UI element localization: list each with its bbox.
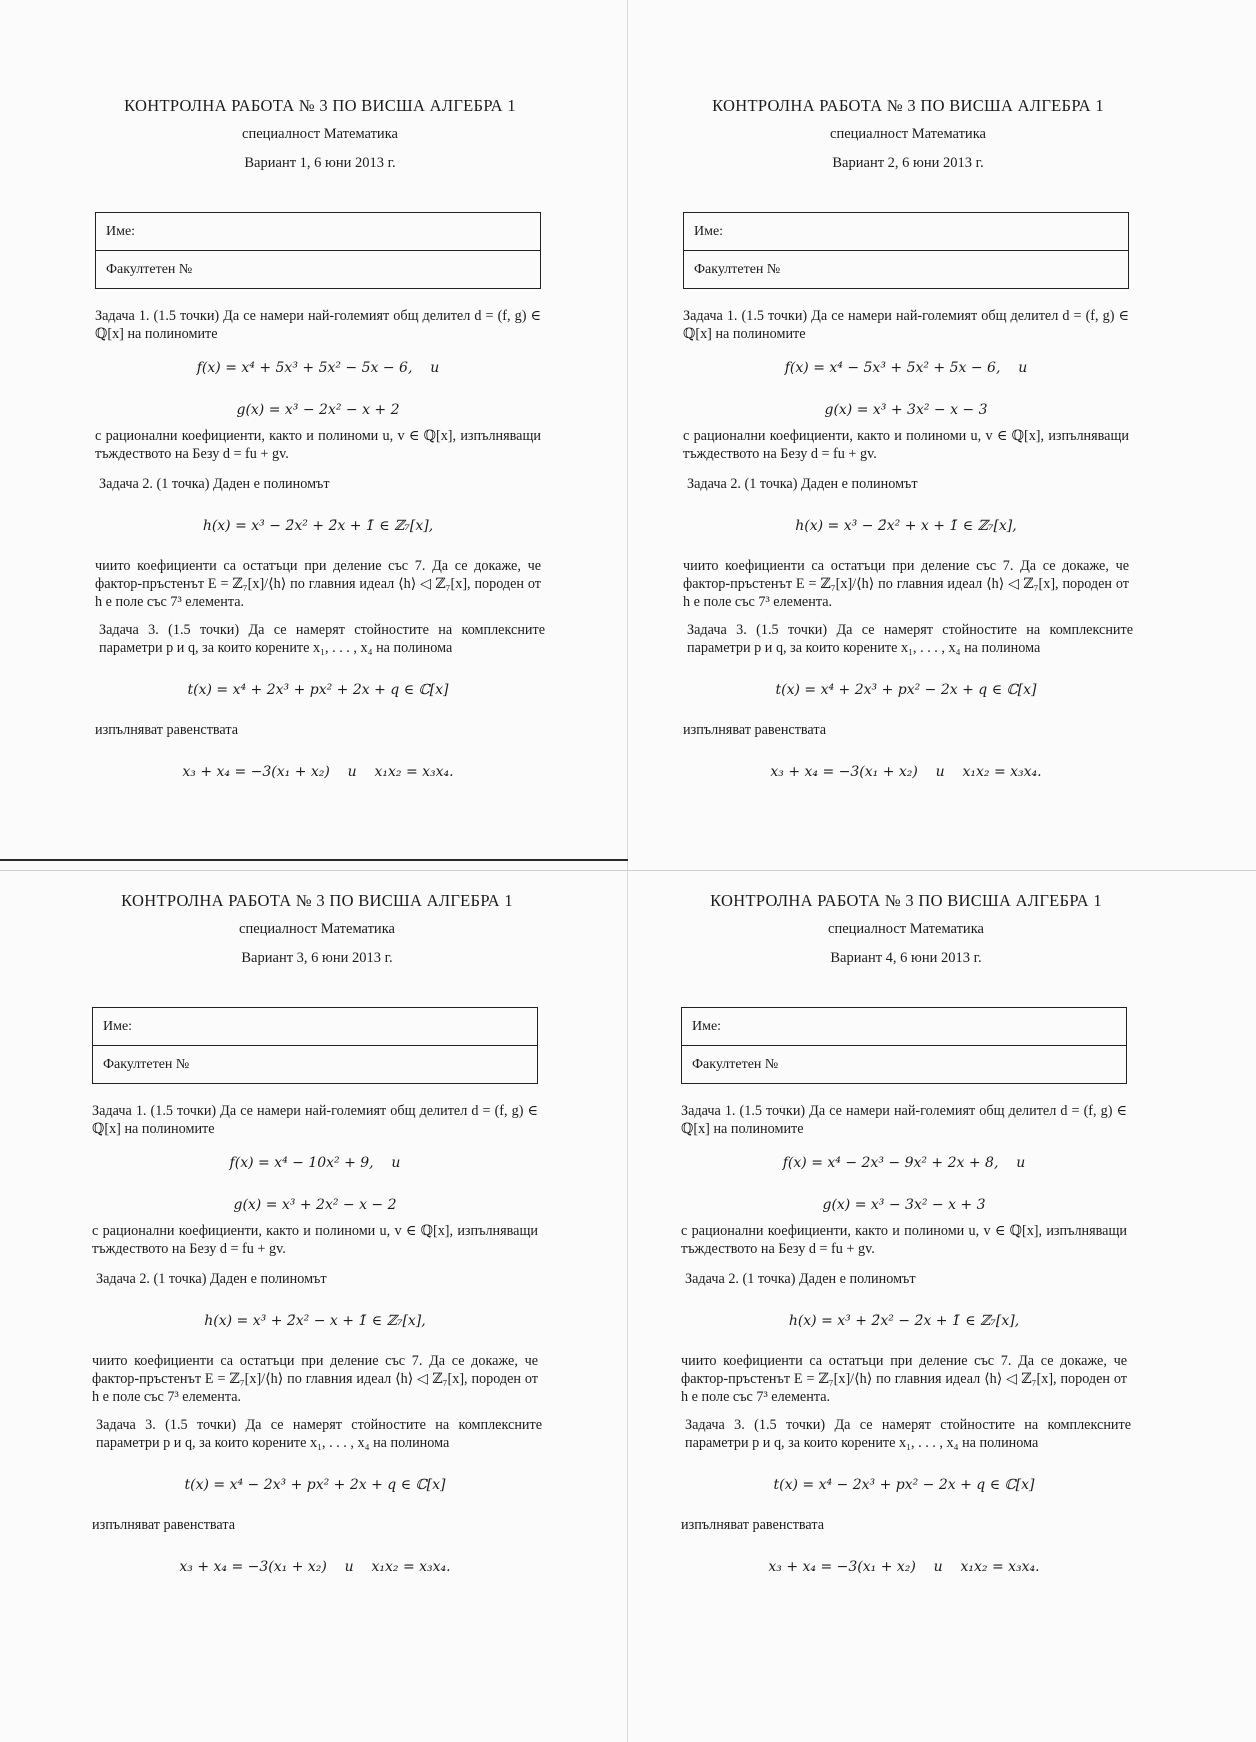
problem-2-h-formula: h(x) = x³ + 2̄x² − x + 1̄ ∈ ℤ₇[x], bbox=[204, 1313, 426, 1329]
problem-3-t-formula: t(x) = x⁴ − 2x³ + px² − 2x + q ∈ ℂ[x] bbox=[773, 1477, 1035, 1493]
problem-3-t-formula: t(x) = x⁴ + 2x³ + px² − 2x + q ∈ ℂ[x] bbox=[775, 682, 1037, 698]
exam-content bbox=[683, 96, 1133, 781]
faculty-number-field[interactable] bbox=[684, 250, 1128, 288]
problem-1-g-formula: g(x) = x³ − 2x² − x + 2 bbox=[236, 402, 400, 418]
problem-2-h-formula: h(x) = x³ − 2̄x² + x + 1̄ ∈ ℤ₇[x], bbox=[795, 518, 1017, 534]
problem-3-mid: изпълняват равенствата bbox=[95, 722, 239, 738]
exam-content bbox=[92, 891, 542, 1576]
problem-1-f-formula: f(x) = x⁴ − 5x³ + 5x² + 5x − 6, и bbox=[784, 360, 1028, 376]
exam-content bbox=[95, 96, 545, 781]
problem-1-tail: с рационални коефициенти, както и полиноми u, v ∈ ℚ[x], изпълняващи тъждеството на Безу d = fu + gv. bbox=[683, 428, 1129, 462]
problem-1-tail: с рационални коефициенти, както и полиноми u, v ∈ ℚ[x], изпълняващи тъждеството на Безу d = fu + gv. bbox=[681, 1223, 1127, 1257]
exam-sheet-variant-4 bbox=[628, 871, 1256, 1742]
exam-sheet-variant-2 bbox=[628, 0, 1256, 871]
problem-2-statement: Задача 2. (1 точка) Даден е полиномът bbox=[685, 1271, 916, 1287]
problem-3-mid: изпълняват равенствата bbox=[92, 1517, 236, 1533]
problem-3-statement: Задача 3. (1.5 точки) Да се намерят стойностите на комплексните параметри p и q, за които корените x₁, . . . , x₄ на полинома bbox=[685, 1417, 1131, 1451]
exam-sheet-variant-3 bbox=[0, 871, 628, 1742]
name-field[interactable] bbox=[93, 1008, 537, 1045]
problem-2-statement: Задача 2. (1 точка) Даден е полиномът bbox=[99, 476, 330, 492]
exam-title: КОНТРОЛНА РАБОТА № 3 ПО ВИСША АЛГЕБРА 1 bbox=[121, 891, 513, 910]
problem-2-tail: чиито коефициенти са остатъци при деление със 7. Да се докаже, че фактор-пръстенът E = ℤ₇[x]/⟨h⟩ по главния идеал ⟨h⟩ ◁ ℤ₇[x], породен от h е поле със 7³ елемента. bbox=[681, 1353, 1127, 1405]
problem-3-equations: x₃ + x₄ = −3(x₁ + x₂) и x₁x₂ = x₃x₄. bbox=[770, 764, 1042, 780]
problem-2-tail: чиито коефициенти са остатъци при деление със 7. Да се докаже, че фактор-пръстенът E = ℤ₇[x]/⟨h⟩ по главния идеал ⟨h⟩ ◁ ℤ₇[x], породен от h е поле със 7³ елемента. bbox=[683, 558, 1129, 610]
name-field[interactable] bbox=[96, 213, 540, 250]
student-id-box bbox=[92, 1007, 538, 1084]
exam-title: КОНТРОЛНА РАБОТА № 3 ПО ВИСША АЛГЕБРА 1 bbox=[710, 891, 1102, 910]
problem-2-h-formula: h(x) = x³ + 2̄x² − 2̄x + 1̄ ∈ ℤ₇[x], bbox=[788, 1313, 1020, 1329]
exam-subtitle: специалност Математика bbox=[242, 126, 398, 142]
problem-1-statement: Задача 1. (1.5 точки) Да се намери най-големият общ делител d = (f, g) ∈ ℚ[x] на полиномите bbox=[95, 308, 541, 342]
problem-3-statement: Задача 3. (1.5 точки) Да се намерят стойностите на комплексните параметри p и q, за които корените x₁, . . . , x₄ на полинома bbox=[687, 622, 1133, 656]
scan-cut-line bbox=[0, 859, 628, 861]
problem-1-g-formula: g(x) = x³ − 3x² − x + 3 bbox=[822, 1197, 986, 1213]
problem-3-equations: x₃ + x₄ = −3(x₁ + x₂) и x₁x₂ = x₃x₄. bbox=[182, 764, 454, 780]
student-id-box bbox=[681, 1007, 1127, 1084]
problem-3-t-formula: t(x) = x⁴ − 2x³ + px² + 2x + q ∈ ℂ[x] bbox=[184, 1477, 446, 1493]
faculty-number-field[interactable] bbox=[93, 1045, 537, 1083]
problem-1-f-formula: f(x) = x⁴ + 5x³ + 5x² − 5x − 6, и bbox=[196, 360, 440, 376]
faculty-number-label: Факултетен № bbox=[106, 262, 193, 277]
name-label: Име: bbox=[694, 224, 724, 239]
problem-3-t-formula: t(x) = x⁴ + 2x³ + px² + 2x + q ∈ ℂ[x] bbox=[187, 682, 449, 698]
problem-2-statement: Задача 2. (1 точка) Даден е полиномът bbox=[96, 1271, 327, 1287]
faculty-number-label: Факултетен № bbox=[694, 262, 781, 277]
problem-3-statement: Задача 3. (1.5 точки) Да се намерят стойностите на комплексните параметри p и q, за които корените x₁, . . . , x₄ на полинома bbox=[96, 1417, 542, 1451]
problem-3-statement: Задача 3. (1.5 точки) Да се намерят стойностите на комплексните параметри p и q, за които корените x₁, . . . , x₄ на полинома bbox=[99, 622, 545, 656]
exam-subtitle: специалност Математика bbox=[239, 921, 395, 937]
problem-3-mid: изпълняват равенствата bbox=[681, 1517, 825, 1533]
exam-title: КОНТРОЛНА РАБОТА № 3 ПО ВИСША АЛГЕБРА 1 bbox=[712, 96, 1104, 115]
student-id-box bbox=[683, 212, 1129, 289]
name-label: Име: bbox=[692, 1019, 722, 1034]
problem-1-g-formula: g(x) = x³ + 2x² − x − 2 bbox=[233, 1197, 397, 1213]
problem-1-statement: Задача 1. (1.5 точки) Да се намери най-големият общ делител d = (f, g) ∈ ℚ[x] на полиномите bbox=[683, 308, 1129, 342]
exam-subtitle: специалност Математика bbox=[830, 126, 986, 142]
name-label: Име: bbox=[106, 224, 136, 239]
exam-variant: Вариант 1, 6 юни 2013 г. bbox=[244, 155, 396, 171]
faculty-number-label: Факултетен № bbox=[103, 1057, 190, 1072]
problem-1-f-formula: f(x) = x⁴ − 2x³ − 9x² + 2x + 8, и bbox=[782, 1155, 1026, 1171]
exam-content bbox=[681, 891, 1131, 1576]
exam-title: КОНТРОЛНА РАБОТА № 3 ПО ВИСША АЛГЕБРА 1 bbox=[124, 96, 516, 115]
faculty-number-field[interactable] bbox=[682, 1045, 1126, 1083]
problem-2-tail: чиито коефициенти са остатъци при деление със 7. Да се докаже, че фактор-пръстенът E = ℤ₇[x]/⟨h⟩ по главния идеал ⟨h⟩ ◁ ℤ₇[x], породен от h е поле със 7³ елемента. bbox=[92, 1353, 538, 1405]
name-field[interactable] bbox=[684, 213, 1128, 250]
exam-sheet-variant-1 bbox=[0, 0, 628, 871]
exam-variant: Вариант 4, 6 юни 2013 г. bbox=[830, 950, 982, 966]
exam-variant: Вариант 2, 6 юни 2013 г. bbox=[832, 155, 984, 171]
problem-3-equations: x₃ + x₄ = −3(x₁ + x₂) и x₁x₂ = x₃x₄. bbox=[768, 1559, 1040, 1575]
problem-1-tail: с рационални коефициенти, както и полиноми u, v ∈ ℚ[x], изпълняващи тъждеството на Безу d = fu + gv. bbox=[95, 428, 541, 462]
problem-3-mid: изпълняват равенствата bbox=[683, 722, 827, 738]
problem-1-statement: Задача 1. (1.5 точки) Да се намери най-големият общ делител d = (f, g) ∈ ℚ[x] на полиномите bbox=[681, 1103, 1127, 1137]
problem-1-f-formula: f(x) = x⁴ − 10x² + 9, и bbox=[229, 1155, 401, 1171]
problem-2-tail: чиито коефициенти са остатъци при деление със 7. Да се докаже, че фактор-пръстенът E = ℤ₇[x]/⟨h⟩ по главния идеал ⟨h⟩ ◁ ℤ₇[x], породен от h е поле със 7³ елемента. bbox=[95, 558, 541, 610]
faculty-number-label: Факултетен № bbox=[692, 1057, 779, 1072]
problem-1-tail: с рационални коефициенти, както и полиноми u, v ∈ ℚ[x], изпълняващи тъждеството на Безу d = fu + gv. bbox=[92, 1223, 538, 1257]
name-label: Име: bbox=[103, 1019, 133, 1034]
name-field[interactable] bbox=[682, 1008, 1126, 1045]
problem-3-equations: x₃ + x₄ = −3(x₁ + x₂) и x₁x₂ = x₃x₄. bbox=[179, 1559, 451, 1575]
problem-2-h-formula: h(x) = x³ − 2̄x² + 2̄x + 1̄ ∈ ℤ₇[x], bbox=[202, 518, 434, 534]
exam-subtitle: специалност Математика bbox=[828, 921, 984, 937]
problem-2-statement: Задача 2. (1 точка) Даден е полиномът bbox=[687, 476, 918, 492]
problem-1-g-formula: g(x) = x³ + 3x² − x − 3 bbox=[824, 402, 988, 418]
faculty-number-field[interactable] bbox=[96, 250, 540, 288]
exam-variant: Вариант 3, 6 юни 2013 г. bbox=[241, 950, 393, 966]
student-id-box bbox=[95, 212, 541, 289]
problem-1-statement: Задача 1. (1.5 точки) Да се намери най-големият общ делител d = (f, g) ∈ ℚ[x] на полиномите bbox=[92, 1103, 538, 1137]
